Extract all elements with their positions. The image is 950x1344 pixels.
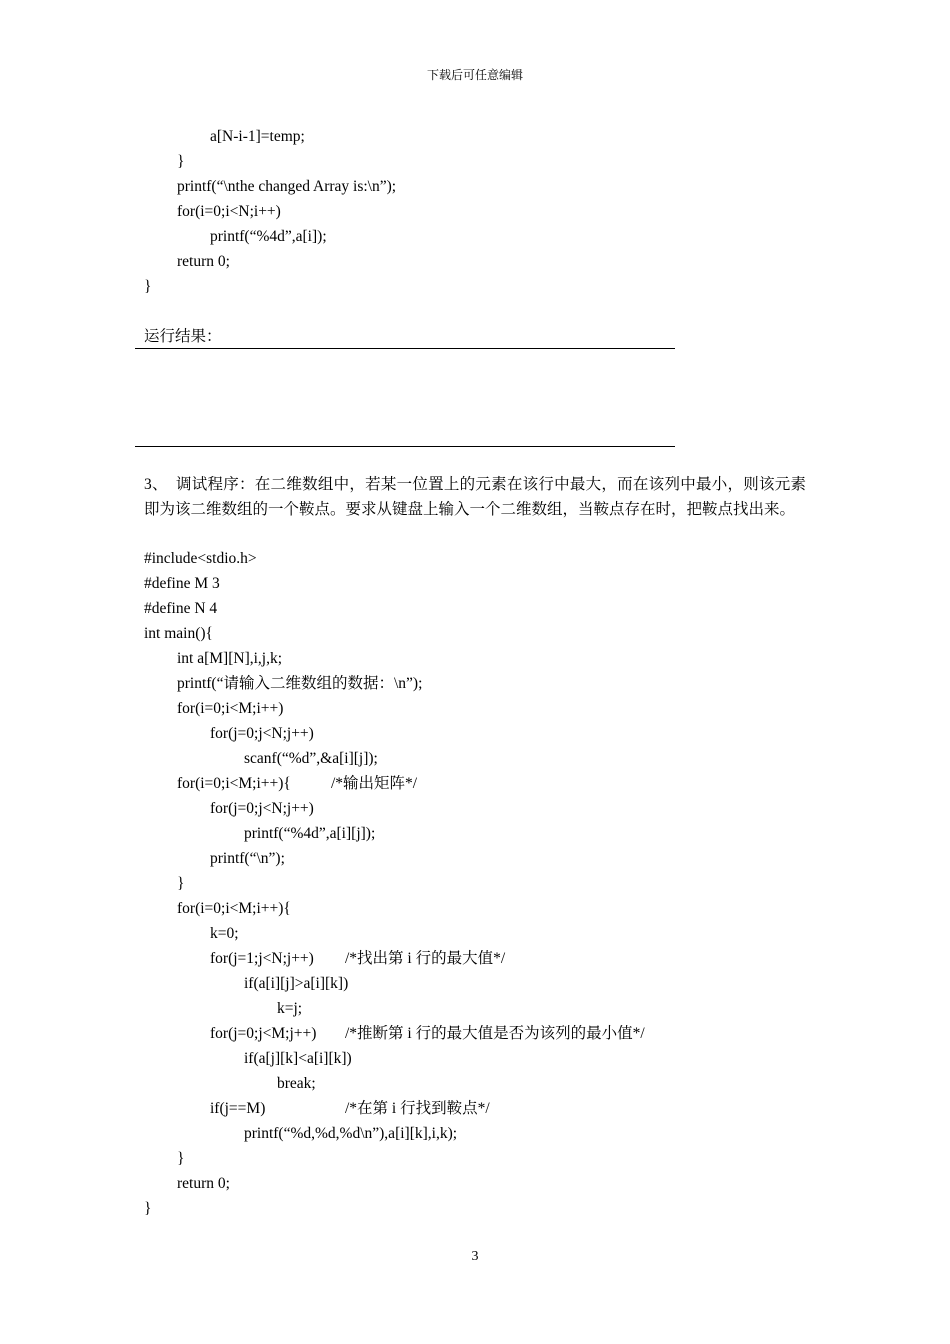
code-line: printf(“%4d”,a[i][j]); [244, 825, 376, 842]
page-number: 3 [471, 1249, 479, 1264]
code-line: for(i=0;i<M;i++){ [177, 775, 291, 792]
code-line: #include<stdio.h> [144, 550, 257, 567]
code-line: } [177, 875, 185, 892]
code-line: return 0; [177, 1175, 230, 1192]
code-line: #define N 4 [144, 600, 218, 617]
result-label: 运行结果： [144, 328, 222, 345]
answer-line-top [135, 348, 675, 349]
code-line: return 0; [177, 253, 230, 270]
code-line: printf(“%d,%d,%d\n”),a[i][k],i,k); [244, 1125, 458, 1142]
code-line: for(j=0;j<N;j++) [210, 725, 314, 742]
code-line: #define M 3 [144, 575, 220, 592]
code-comment: /*推断第 i 行的最大值是否为该列的最小值*/ [345, 1025, 645, 1042]
code-line: k=j; [277, 1000, 303, 1017]
code-line: break; [277, 1075, 316, 1092]
question-number: 3、 [144, 476, 168, 493]
question-text: 调试程序：在二维数组中，若某一位置上的元素在该行中最大，而在该列中最小，则该元素即为该二维数组的一个鞍点。要求从键盘上输入一个二维数组，当鞍点存在时，把鞍点找出来。 [144, 476, 806, 518]
code-line: if(a[i][j]>a[i][k]) [244, 975, 349, 992]
answer-line-bottom [135, 446, 675, 447]
code-line: int a[M][N],i,j,k; [177, 650, 283, 667]
code-line: } [177, 1150, 185, 1167]
code-line: printf(“\nthe changed Array is:\n”); [177, 178, 397, 195]
code-line: printf(“%4d”,a[i]); [210, 228, 327, 245]
code-comment: /*输出矩阵*/ [331, 775, 418, 792]
code-line: for(j=0;j<M;j++) [210, 1025, 317, 1042]
code-line: scanf(“%d”,&a[i][j]); [244, 750, 378, 767]
code-comment: /*在第 i 行找到鞍点*/ [345, 1100, 490, 1117]
code-line: if(j==M) [210, 1100, 266, 1117]
code-line: if(a[j][k]<a[i][k]) [244, 1050, 352, 1067]
page-header: 下载后可任意编辑 [426, 68, 523, 82]
code-line: } [144, 278, 152, 295]
code-line: } [144, 1200, 152, 1217]
code-line: k=0; [210, 925, 239, 942]
question-paragraph [144, 472, 806, 522]
code-line: a[N-i-1]=temp; [210, 128, 305, 145]
code-line: } [177, 153, 185, 170]
code-line: int main(){ [144, 625, 213, 642]
code-line: for(i=0;i<M;i++){ [177, 900, 291, 917]
code-line: printf(“请输入二维数组的数据：\n”); [177, 675, 423, 692]
code-line: for(i=0;i<M;i++) [177, 700, 284, 717]
code-line: for(j=1;j<N;j++) [210, 950, 314, 967]
code-line: printf(“\n”); [210, 850, 285, 867]
code-comment: /*找出第 i 行的最大值*/ [345, 950, 506, 967]
code-line: for(j=0;j<N;j++) [210, 800, 314, 817]
code-line: for(i=0;i<N;i++) [177, 203, 281, 220]
